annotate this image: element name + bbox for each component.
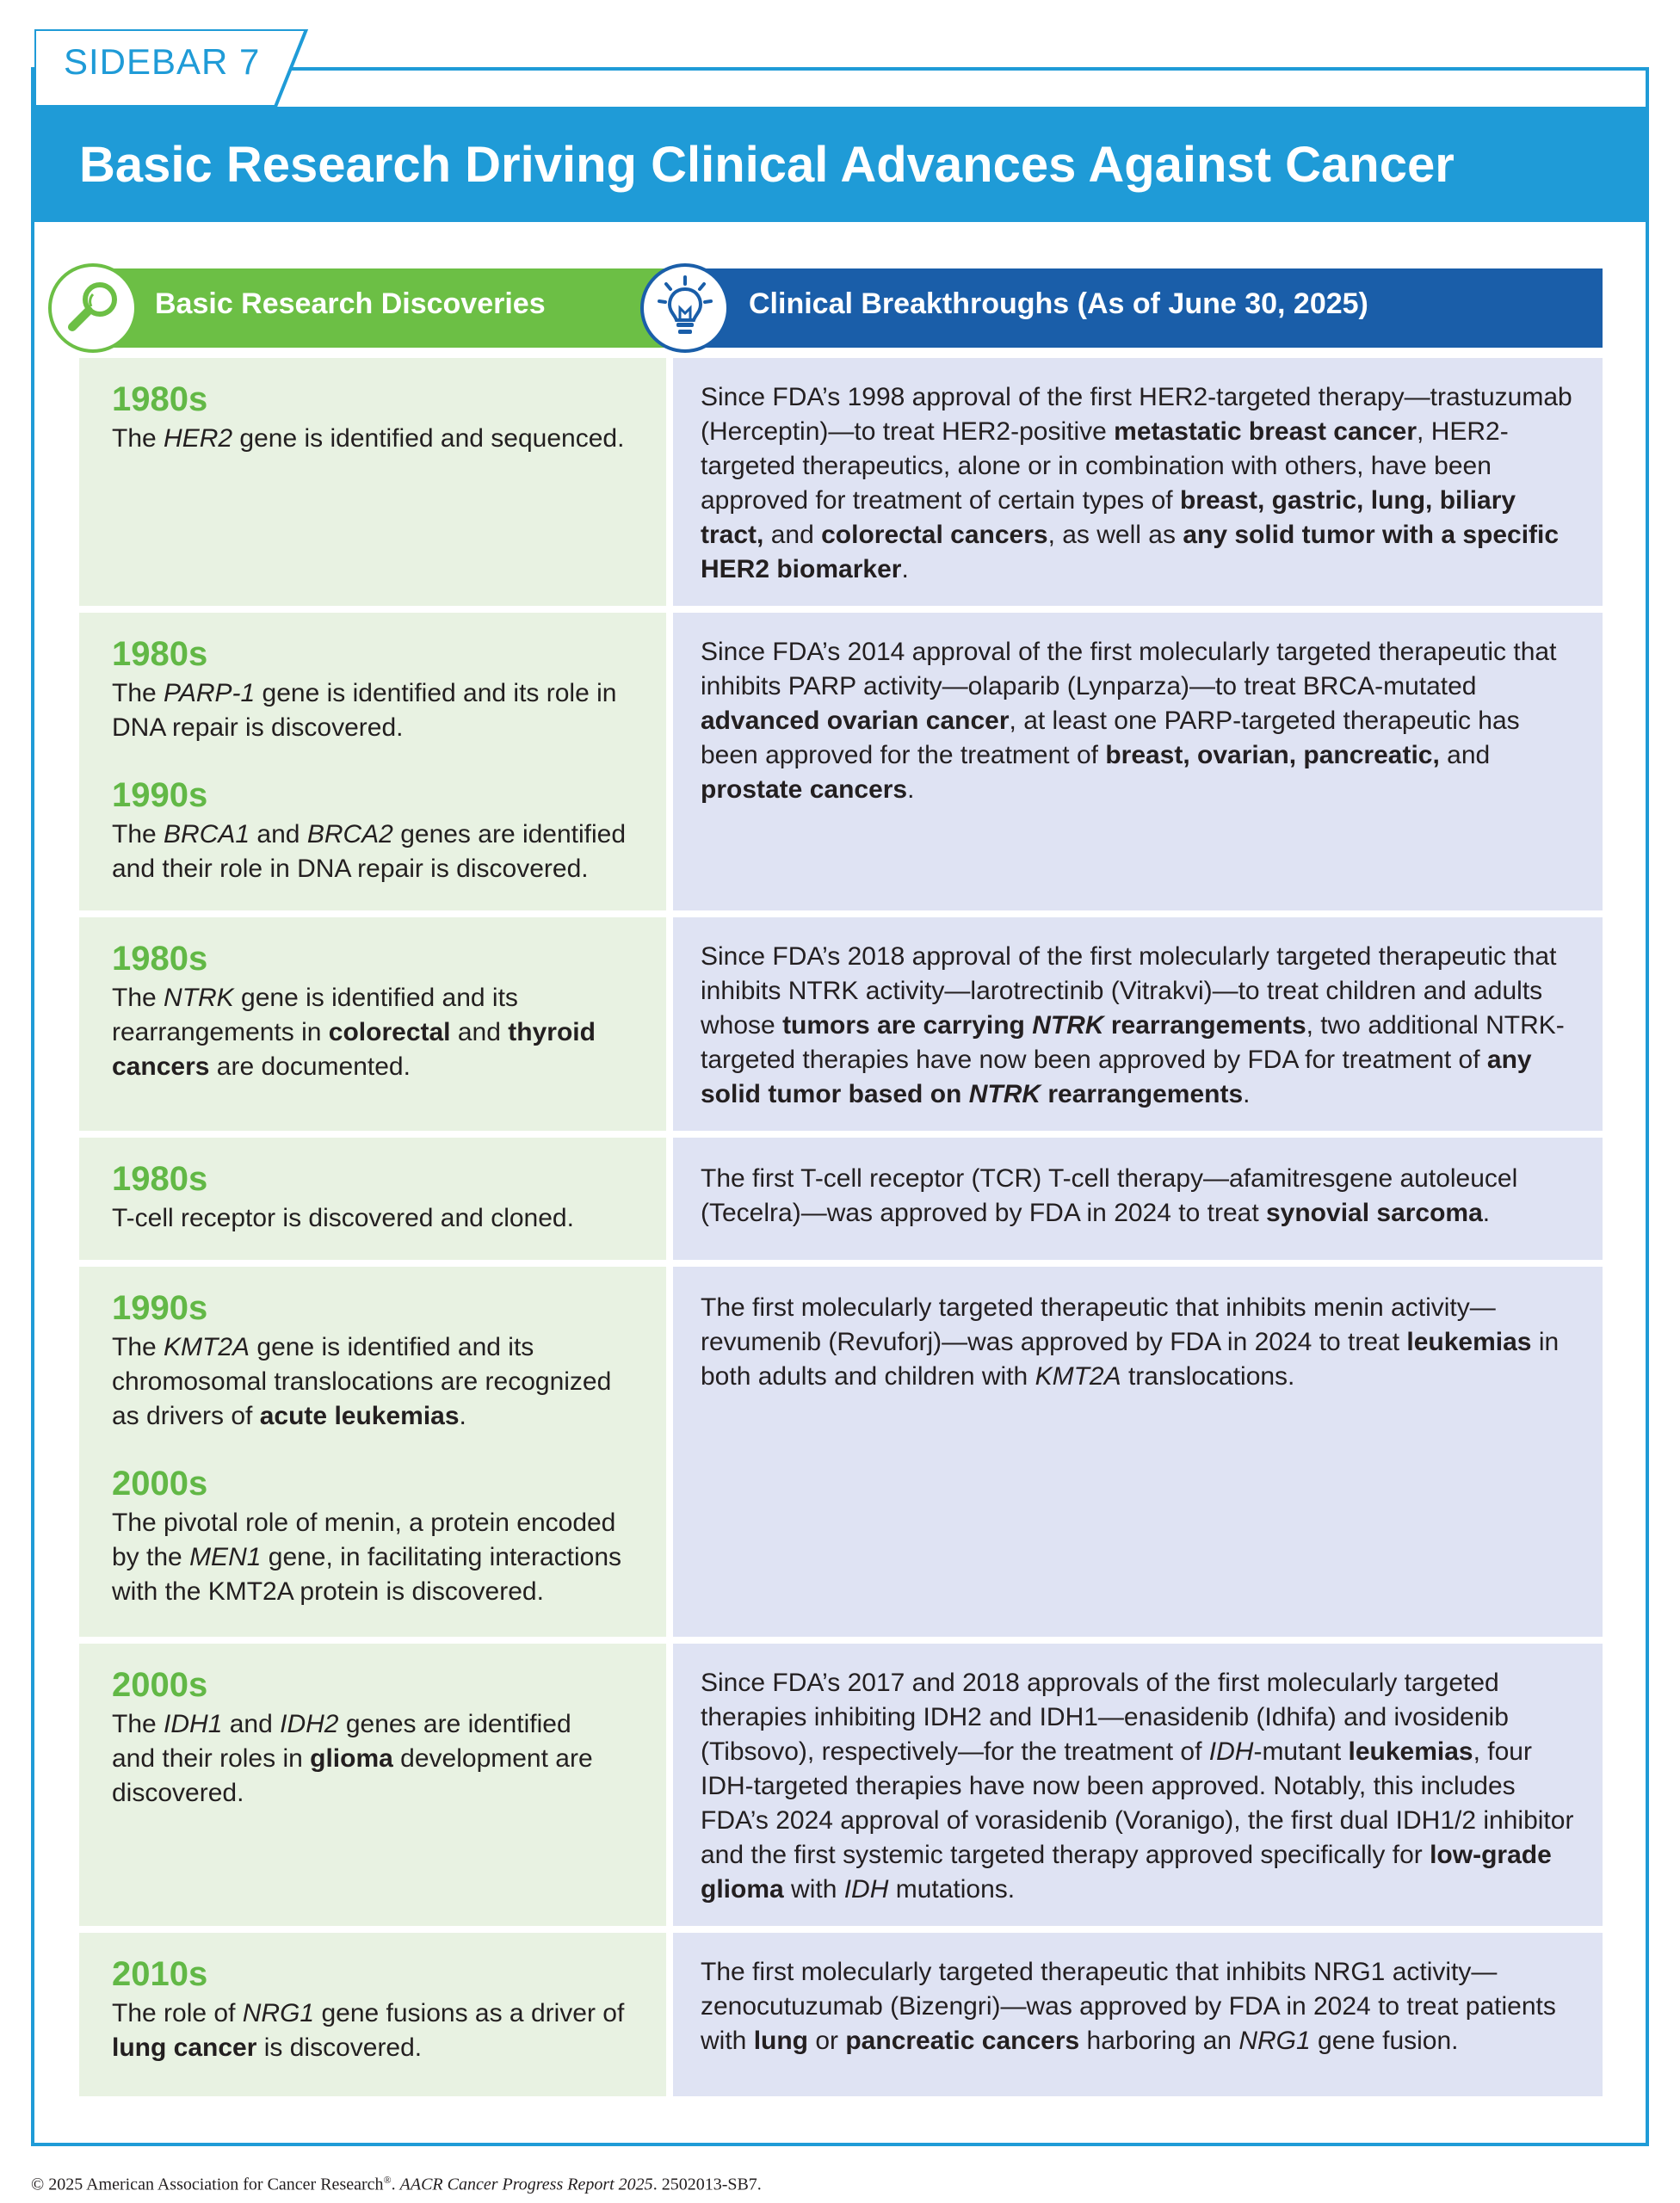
copyright-footer: © 2025 American Association for Cancer Research®. AACR Cancer Progress Report 2025. 2502013-SB7. (31, 2174, 762, 2194)
decade-label: 2000s (112, 1666, 208, 1704)
discovery-text: The PARP-1 gene is identified and its role in DNA repair is discovered. (112, 679, 617, 742)
breakthrough-cell-4 (673, 1138, 1603, 1260)
breakthrough-cell-2 (673, 613, 1603, 910)
breakthrough-cell-1 (673, 358, 1603, 606)
decade-label: 1980s (112, 940, 208, 978)
decade-label: 1990s (112, 776, 208, 814)
discovery-text: The BRCA1 and BRCA2 genes are identified and their role in DNA repair is discovered. (112, 820, 627, 883)
breakthrough-text: Since FDA’s 2018 approval of the first molecularly targeted therapeutic that inhibits NTRK activity—larotrectinib (Vitrakvi)—to treat children and adults whose tumors are carrying NTRK rearrangements, two additional NTRK-targeted therapies have now been approved by FDA for treatment of any solid tumor based on NTRK rearrangements. (701, 942, 1565, 1108)
discovery-entry (112, 379, 645, 456)
breakthrough-text: Since FDA’s 2014 approval of the first molecularly targeted therapeutic that inhibits PARP activity—olaparib (Lynparza)—to treat BRCA-mutated advanced ovarian cancer, at least one PARP-targeted therapeutic has been approved for the treatment of breast, ovarian, pancreatic, and prostate cancers. (701, 638, 1557, 804)
decade-label: 2010s (112, 1955, 208, 1993)
discovery-text: The KMT2A gene is identified and its chromosomal translocations are recognized as drivers of acute leukemias. (112, 1333, 612, 1430)
discovery-entry (112, 1664, 645, 1811)
discovery-entry (112, 774, 645, 886)
discovery-text: The role of NRG1 gene fusions as a driver of lung cancer is discovered. (112, 1999, 625, 2062)
page-title: Basic Research Driving Clinical Advances Against Cancer (79, 137, 1455, 193)
discovery-text: The NTRK gene is identified and its rearrangements in colorectal and thyroid cancers are documented. (112, 984, 596, 1081)
breakthrough-cell-6 (673, 1644, 1603, 1926)
discovery-entry (112, 938, 645, 1084)
breakthrough-cell-7 (673, 1933, 1603, 2096)
discovery-entry (112, 633, 645, 745)
breakthrough-text: The first molecularly targeted therapeutic that inhibits NRG1 activity—zenocutuzumab (Bizengri)—was approved by FDA in 2024 to treat patients with lung or pancreatic cancers harboring an NRG1 gene fusion. (701, 1958, 1556, 2055)
breakthrough-text: The first molecularly targeted therapeutic that inhibits menin activity—revumenib (Revuforj)—was approved by FDA in 2024 to treat leukemias in both adults and children with KMT2A translocations. (701, 1293, 1560, 1391)
discovery-cell-5 (79, 1267, 666, 1637)
magnifier-icon (48, 263, 138, 353)
breakthrough-text: Since FDA’s 2017 and 2018 approvals of the first molecularly targeted therapies inhibiting IDH2 and IDH1—enasidenib (Idhifa) and ivosidenib (Tibsovo), respectively—for the treatment of IDH-mutant leukemias, four IDH-targeted therapies have now been approved. Notably, this includes FDA’s 2024 approval of vorasidenib (Voranigo), the first dual IDH1/2 inhibitor and the first systemic targeted therapy approved specifically for low-grade glioma with IDH mutations. (701, 1669, 1574, 1904)
discovery-cell-6 (79, 1644, 666, 1926)
discovery-cell-1 (79, 358, 666, 606)
breakthrough-cell-5 (673, 1267, 1603, 1637)
discovery-cell-3 (79, 917, 666, 1131)
discovery-entry (112, 1158, 645, 1236)
header-basic-research (79, 268, 673, 348)
discovery-text: The pivotal role of menin, a protein encoded by the MEN1 gene, in facilitating interactions with the KMT2A protein is discovered. (112, 1509, 622, 1606)
header-clinical-breakthroughs (673, 268, 1603, 348)
discovery-entry (112, 1953, 645, 2065)
discovery-cell-4 (79, 1138, 666, 1260)
decade-label: 1980s (112, 380, 208, 418)
title-banner (31, 107, 1649, 222)
header-clinical-breakthroughs-label: Clinical Breakthroughs (As of June 30, 2025) (749, 287, 1368, 320)
discovery-entry (112, 1463, 645, 1609)
breakthrough-text: The first T-cell receptor (TCR) T-cell therapy—afamitresgene autoleucel (Tecelra)—was approved by FDA in 2024 to treat synovial sarcoma. (701, 1164, 1518, 1227)
decade-label: 1980s (112, 1160, 208, 1198)
discovery-cell-2 (79, 613, 666, 910)
breakthrough-cell-3 (673, 917, 1603, 1131)
decade-label: 1980s (112, 635, 208, 673)
decade-label: 1990s (112, 1289, 208, 1327)
breakthrough-text: Since FDA’s 1998 approval of the first HER2-targeted therapy—trastuzumab (Herceptin)—to treat HER2-positive metastatic breast cancer, HER2-targeted therapeutics, alone or in combination with others, have been approved for treatment of certain types of breast, gastric, lung, biliary tract, and colorectal cancers, as well as any solid tumor with a specific HER2 biomarker. (701, 383, 1572, 583)
discovery-text: The IDH1 and IDH2 genes are identified and their roles in glioma development are discovered. (112, 1710, 593, 1807)
discovery-text: T-cell receptor is discovered and cloned. (112, 1204, 574, 1232)
sidebar-number: SIDEBAR 7 (64, 41, 261, 82)
discovery-cell-7 (79, 1933, 666, 2096)
decade-label: 2000s (112, 1465, 208, 1503)
header-basic-research-label: Basic Research Discoveries (155, 287, 546, 320)
discovery-text: The HER2 gene is identified and sequenced. (112, 424, 625, 453)
sidebar-tab (34, 29, 301, 107)
lightbulb-icon (640, 263, 730, 353)
discovery-entry (112, 1287, 645, 1434)
